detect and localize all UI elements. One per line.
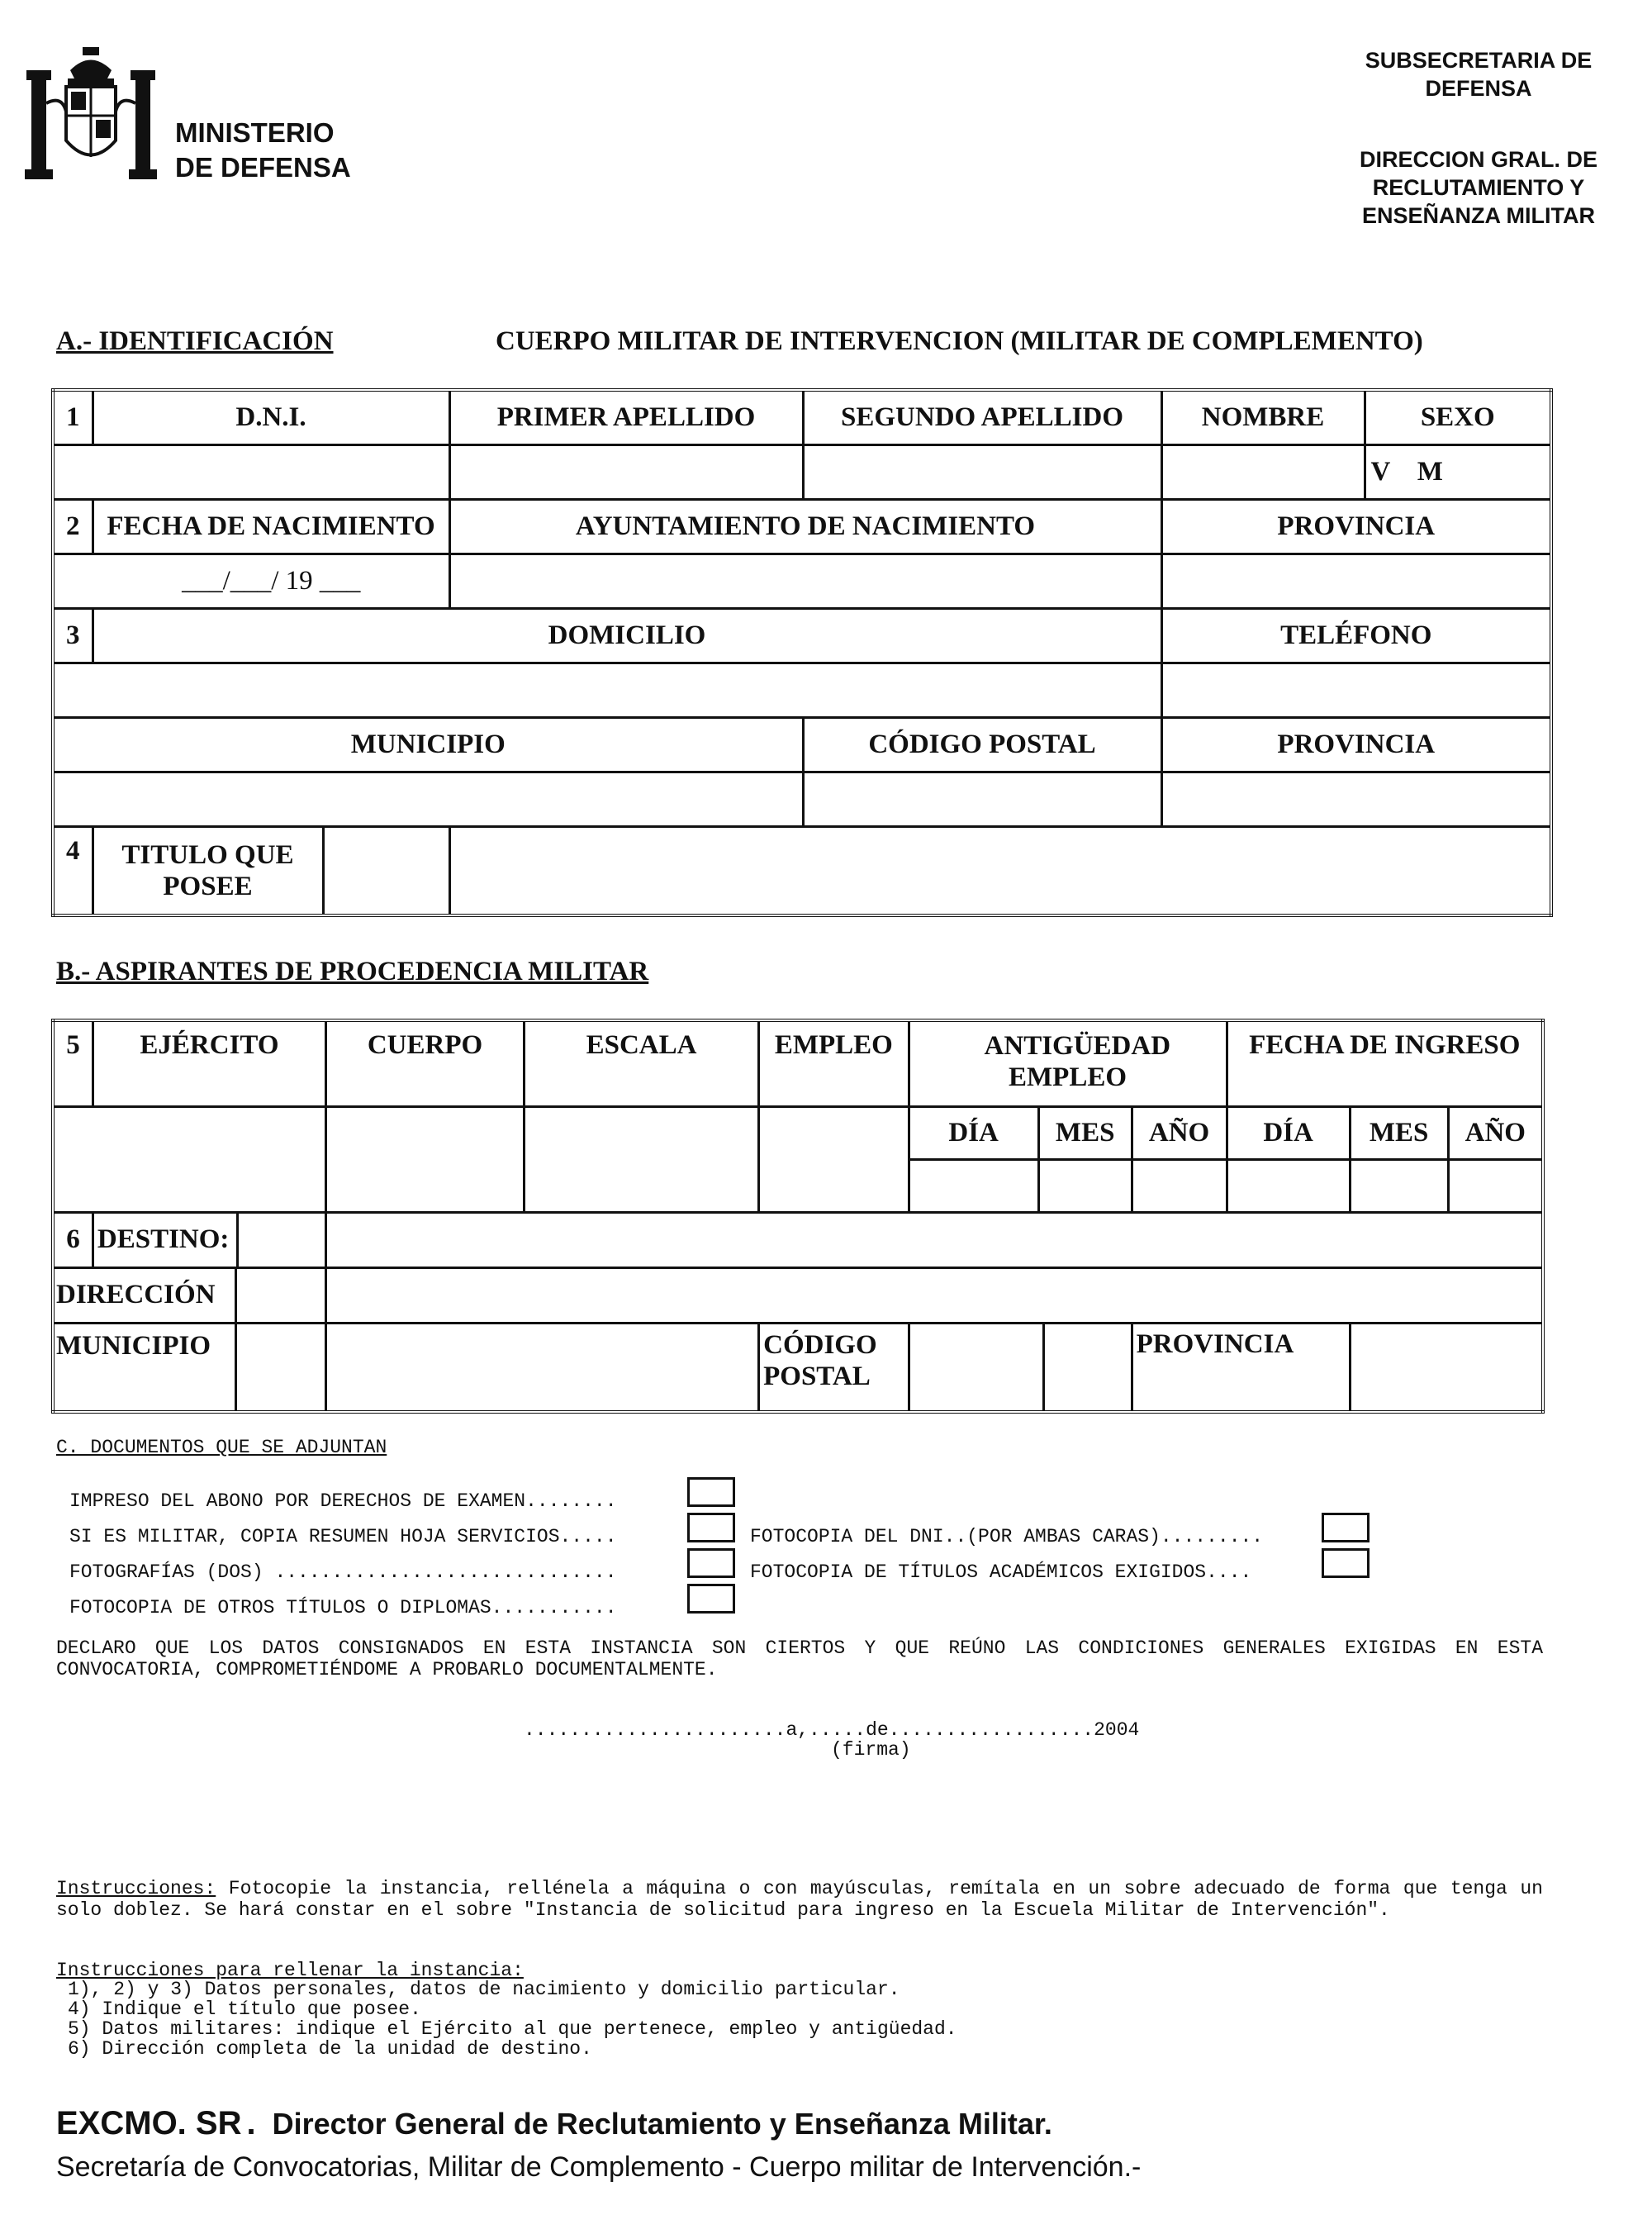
subsecretaria-line2: DEFENSA: [1425, 76, 1532, 101]
direccion-label-text: DIRECCIÓN: [55, 1269, 237, 1322]
dni-field[interactable]: [53, 444, 449, 499]
direccion-label: [53, 1267, 326, 1323]
doc-item-hoja-servicios: SI ES MILITAR, COPIA RESUMEN HOJA SERVICIOS.....: [69, 1526, 617, 1547]
checkbox-dni[interactable]: [1322, 1513, 1370, 1542]
destino-field[interactable]: [326, 1212, 1543, 1267]
direccion-field[interactable]: [326, 1267, 1543, 1323]
section-a-title: A.- IDENTIFICACIÓN: [56, 326, 334, 356]
provincia-destino-field[interactable]: [1350, 1323, 1543, 1412]
ingreso-mes-field[interactable]: [1350, 1159, 1448, 1212]
municipio-field[interactable]: [53, 772, 803, 826]
titulo-field[interactable]: [449, 826, 1551, 915]
titulo-header: [93, 826, 449, 915]
telefono-field[interactable]: [1161, 663, 1551, 717]
provincia-nacimiento-header: PROVINCIA: [1161, 499, 1551, 554]
doc-item-fotografias: FOTOGRAFÍAS (DOS) ..............................: [69, 1561, 617, 1583]
codigo-postal-destino-field[interactable]: [909, 1323, 1132, 1412]
fill-step-6: 6) Dirección completa de la unidad de destino.: [68, 2038, 592, 2060]
primer-apellido-header: PRIMER APELLIDO: [449, 390, 803, 444]
row-number-6: 6: [53, 1212, 93, 1267]
instructions-text: Fotocopie la instancia, rellénela a máquina o con mayúsculas, remítala en un sobre adecuado de forma que tenga un solo doblez. Se hará constar en el sobre "Instancia de solicitud para ingreso en la Escuela Militar de Intervención".: [56, 1878, 1543, 1921]
escala-field[interactable]: [524, 1106, 758, 1212]
provincia-destino-label: PROVINCIA: [1132, 1323, 1350, 1412]
cuerpo-field[interactable]: [326, 1106, 525, 1212]
doc-item-dni: FOTOCOPIA DEL DNI..(POR AMBAS CARAS).........: [750, 1526, 1264, 1547]
escala-header: ESCALA: [524, 1020, 758, 1106]
ayuntamiento-field[interactable]: [449, 554, 1161, 608]
direccion-line3: ENSEÑANZA MILITAR: [1362, 203, 1595, 228]
titulo-label: TITULO QUE POSEE: [94, 828, 325, 914]
row-number-4: 4: [53, 826, 93, 915]
fill-instructions-label: Instrucciones para rellenar la instancia:: [56, 1960, 524, 1981]
footer-secretaria: Secretaría de Convocatorias, Militar de Complemento - Cuerpo militar de Intervención.-: [56, 2151, 1142, 2183]
ingreso-dia-header: DÍA: [1227, 1106, 1350, 1159]
municipio-label-text: MUNICIPIO: [55, 1324, 237, 1410]
military-table: [51, 1019, 1545, 1414]
ayuntamiento-header: AYUNTAMIENTO DE NACIMIENTO: [449, 499, 1161, 554]
ejercito-field[interactable]: [53, 1106, 326, 1212]
section-c-title: C. DOCUMENTOS QUE SE ADJUNTAN: [56, 1437, 387, 1458]
checkbox-hoja-servicios[interactable]: [687, 1513, 735, 1542]
section-a-subtitle: CUERPO MILITAR DE INTERVENCION (MILITAR DE COMPLEMENTO): [496, 326, 1423, 356]
row-number-2: 2: [53, 499, 93, 554]
provincia-nacimiento-field[interactable]: [1161, 554, 1551, 608]
antiguedad-header: ANTIGÜEDAD EMPLEO: [909, 1020, 1227, 1106]
instructions-paragraph: [56, 1878, 1543, 1921]
dni-header: D.N.I.: [93, 390, 449, 444]
signature-label: (firma): [831, 1739, 911, 1761]
sexo-options[interactable]: V M: [1365, 444, 1551, 499]
footer-addressee: [56, 2105, 1052, 2142]
ingreso-dia-field[interactable]: [1227, 1159, 1350, 1212]
domicilio-field[interactable]: [53, 663, 1161, 717]
fill-step-4: 4) Indique el título que posee.: [68, 1998, 421, 2020]
antiguedad-mes-field[interactable]: [1038, 1159, 1132, 1212]
identification-table: [51, 388, 1553, 917]
ministry-name-line1: MINISTERIO: [175, 117, 335, 148]
provincia-header: PROVINCIA: [1161, 717, 1551, 772]
segundo-apellido-field[interactable]: [803, 444, 1161, 499]
footer-excmo: EXCMO. SR: [56, 2105, 242, 2141]
antiguedad-dia-field[interactable]: [909, 1159, 1038, 1212]
row-number-5: 5: [53, 1020, 93, 1106]
empleo-field[interactable]: [759, 1106, 909, 1212]
subsecretaria-line1: SUBSECRETARIA DE: [1365, 48, 1593, 73]
ejercito-header: EJÉRCITO: [93, 1020, 325, 1106]
antiguedad-ano-header: AÑO: [1132, 1106, 1227, 1159]
nombre-header: NOMBRE: [1161, 390, 1365, 444]
row-number-1: 1: [53, 390, 93, 444]
domicilio-header: DOMICILIO: [93, 608, 1161, 663]
cuerpo-header: CUERPO: [326, 1020, 525, 1106]
instructions-label: Instrucciones:: [56, 1878, 216, 1899]
coat-of-arms-icon: [25, 45, 157, 186]
codigo-postal-header: CÓDIGO POSTAL: [803, 717, 1161, 772]
doc-item-otros-titulos: FOTOCOPIA DE OTROS TÍTULOS O DIPLOMAS...........: [69, 1597, 617, 1618]
checkbox-fotografias[interactable]: [687, 1548, 735, 1578]
telefono-header: TELÉFONO: [1161, 608, 1551, 663]
signature-date-line[interactable]: .......................a,.....de..................2004: [524, 1719, 1140, 1741]
municipio-destino-field[interactable]: [326, 1323, 759, 1412]
doc-item-abono: IMPRESO DEL ABONO POR DERECHOS DE EXAMEN........: [69, 1490, 617, 1512]
municipio-header: MUNICIPIO: [53, 717, 803, 772]
ingreso-ano-field[interactable]: [1448, 1159, 1543, 1212]
fill-step-5: 5) Datos militares: indique el Ejército al que pertenece, empleo y antigüedad.: [68, 2018, 957, 2040]
checkbox-otros-titulos[interactable]: [687, 1584, 735, 1614]
antiguedad-mes-header: MES: [1038, 1106, 1132, 1159]
direccion-line1: DIRECCION GRAL. DE: [1359, 147, 1597, 172]
destino-label: [93, 1212, 325, 1267]
direccion-line2: RECLUTAMIENTO Y: [1372, 175, 1585, 200]
codigo-postal-field[interactable]: [803, 772, 1161, 826]
antiguedad-dia-header: DÍA: [909, 1106, 1038, 1159]
segundo-apellido-header: SEGUNDO APELLIDO: [803, 390, 1161, 444]
codigo-postal-label: CÓDIGO POSTAL: [759, 1323, 909, 1412]
sexo-header: SEXO: [1365, 390, 1551, 444]
ministry-name-line2: DE DEFENSA: [175, 152, 351, 183]
ingreso-ano-header: AÑO: [1448, 1106, 1543, 1159]
empleo-header: EMPLEO: [759, 1020, 909, 1106]
ingreso-mes-header: MES: [1350, 1106, 1448, 1159]
provincia-field[interactable]: [1161, 772, 1551, 826]
nombre-field[interactable]: [1161, 444, 1365, 499]
fecha-ingreso-header: FECHA DE INGRESO: [1227, 1020, 1543, 1106]
fecha-nacimiento-header: FECHA DE NACIMIENTO: [93, 499, 449, 554]
fecha-nacimiento-field[interactable]: ___/___/ 19 ___: [53, 554, 449, 608]
footer-director: Director General de Reclutamiento y Enseñanza Militar.: [272, 2107, 1052, 2141]
municipio-label: [53, 1323, 326, 1412]
primer-apellido-field[interactable]: [449, 444, 803, 499]
footer-dot: .: [246, 2105, 256, 2141]
section-b-title: B.- ASPIRANTES DE PROCEDENCIA MILITAR: [56, 957, 649, 986]
declaration: DECLARO QUE LOS DATOS CONSIGNADOS EN ESTA INSTANCIA SON CIERTOS Y QUE REÚNO LAS CONDICIONES GENERALES EXIGIDAS EN ESTA CONVOCATORIA, COMPROMETIÉNDOME A PROBARLO DOCUMENTALMENTE.: [56, 1637, 1543, 1680]
checkbox-titulos-academicos[interactable]: [1322, 1548, 1370, 1578]
fill-step-1-3: 1), 2) y 3) Datos personales, datos de nacimiento y domicilio particular.: [68, 1979, 900, 2000]
doc-item-titulos-academicos: FOTOCOPIA DE TÍTULOS ACADÉMICOS EXIGIDOS....: [750, 1561, 1252, 1583]
row-number-3: 3: [53, 608, 93, 663]
antiguedad-ano-field[interactable]: [1132, 1159, 1227, 1212]
checkbox-abono[interactable]: [687, 1477, 735, 1507]
destino-label-text: DESTINO:: [94, 1214, 239, 1267]
